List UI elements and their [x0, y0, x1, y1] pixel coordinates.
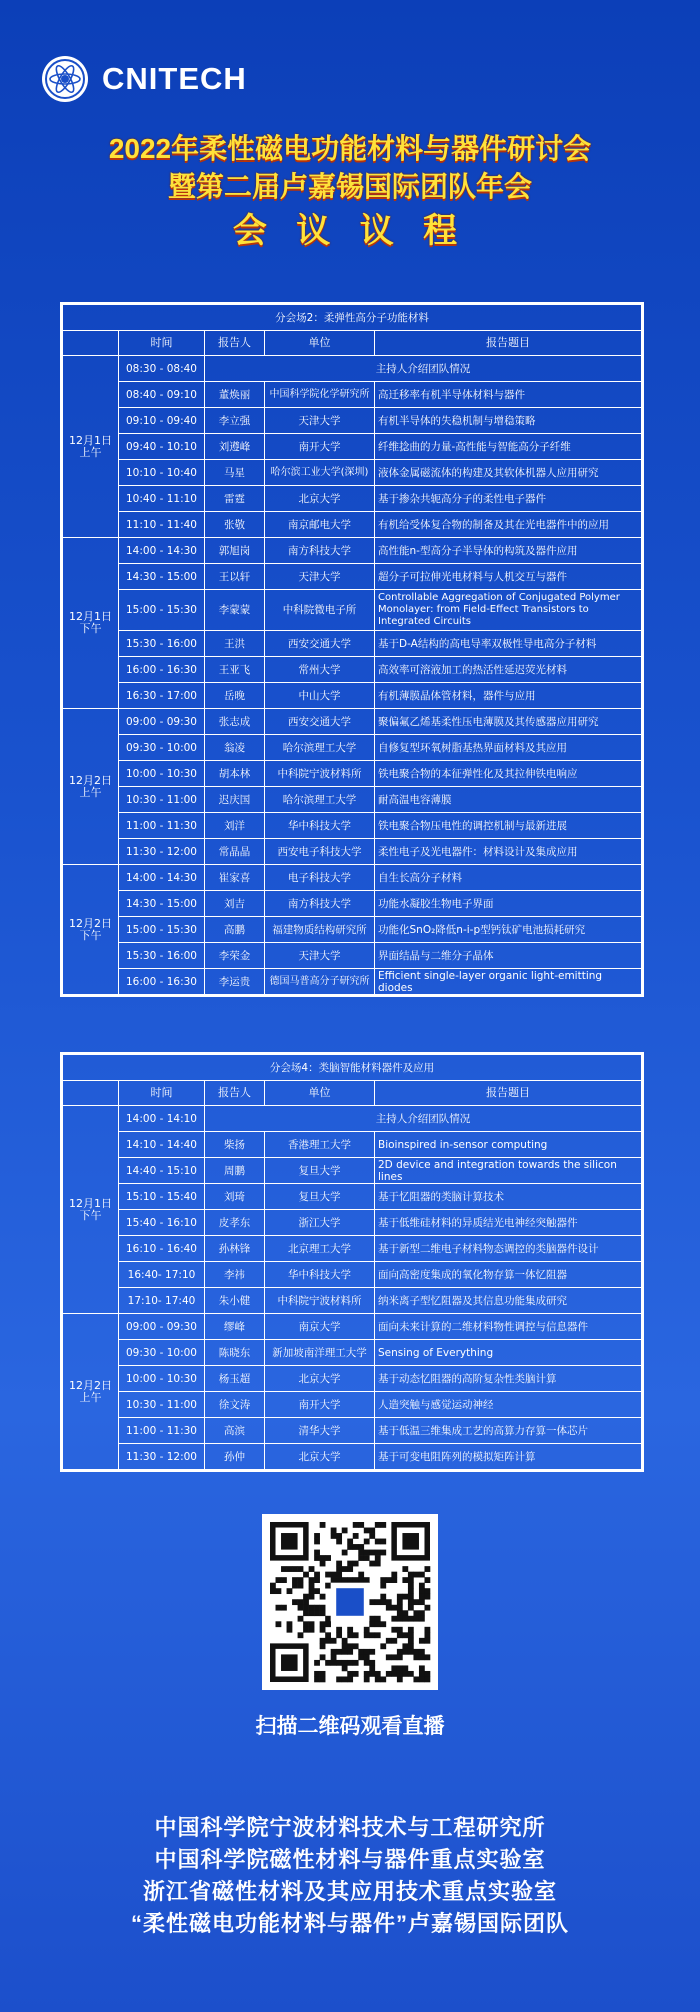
- speaker-cell: 王亚飞: [205, 657, 265, 683]
- topic-cell: 有机薄膜晶体管材料，器件与应用: [375, 683, 642, 709]
- unit-cell: 电子科技大学: [265, 865, 375, 891]
- table-row: [63, 813, 642, 839]
- speaker-cell: 张志成: [205, 709, 265, 735]
- time-cell: 11:00 - 11:30: [119, 1418, 205, 1444]
- brand-name: CNITECH: [102, 61, 247, 96]
- date-cell: [63, 709, 119, 865]
- speaker-cell: 李立强: [205, 408, 265, 434]
- unit-cell: 清华大学: [265, 1418, 375, 1444]
- date-cell: [63, 538, 119, 709]
- table-row: [63, 657, 642, 683]
- speaker-cell: 刘洋: [205, 813, 265, 839]
- period-label: 下午: [79, 928, 102, 942]
- topic-cell: 液体金属磁流体的构建及其软体机器人应用研究: [375, 460, 642, 486]
- session-title: 分会场4：类脑智能材料器件及应用: [63, 1055, 642, 1081]
- topic-cell: Controllable Aggregation of Conjugated Polymer Monolayer: from Field-Effect Transistors to Integrated Circuits: [375, 590, 642, 631]
- table-row: [63, 943, 642, 969]
- unit-cell: 西安电子科技大学: [265, 839, 375, 865]
- time-cell: 11:30 - 12:00: [119, 1444, 205, 1470]
- agenda-session-4: [60, 1052, 644, 1472]
- unit-cell: 北京大学: [265, 1444, 375, 1470]
- unit-cell: 南开大学: [265, 434, 375, 460]
- col-date: [63, 331, 119, 356]
- topic-cell: 基于掺杂共轭高分子的柔性电子器件: [375, 486, 642, 512]
- unit-cell: 哈尔滨理工大学: [265, 735, 375, 761]
- table-row: [63, 865, 642, 891]
- col-date: [63, 1081, 119, 1106]
- unit-cell: 中科院宁波材料所: [265, 1288, 375, 1314]
- brand-logo[interactable]: [40, 54, 247, 104]
- time-cell: 16:00 - 16:30: [119, 657, 205, 683]
- unit-cell: 北京理工大学: [265, 1236, 375, 1262]
- table-row: [63, 1314, 642, 1340]
- date-cell: [63, 865, 119, 995]
- topic-cell: 高性能n-型高分子半导体的构筑及器件应用: [375, 538, 642, 564]
- time-cell: 09:30 - 10:00: [119, 1340, 205, 1366]
- table-row: [63, 709, 642, 735]
- time-cell: 09:40 - 10:10: [119, 434, 205, 460]
- unit-cell: 常州大学: [265, 657, 375, 683]
- table-row: [63, 1418, 642, 1444]
- speaker-cell: 崔家喜: [205, 865, 265, 891]
- time-cell: 14:00 - 14:30: [119, 538, 205, 564]
- organizers: [0, 1812, 700, 1940]
- speaker-cell: 杨玉超: [205, 1366, 265, 1392]
- unit-cell: 福建物质结构研究所: [265, 917, 375, 943]
- topic-cell: 基于低温三维集成工艺的高算力存算一体芯片: [375, 1418, 642, 1444]
- speaker-cell: 李蒙蒙: [205, 590, 265, 631]
- table-row: [63, 1236, 642, 1262]
- time-cell: 15:00 - 15:30: [119, 590, 205, 631]
- table-row: [63, 1288, 642, 1314]
- title-line-1: 2022年柔性磁电功能材料与器件研讨会: [108, 133, 592, 164]
- unit-cell: 西安交通大学: [265, 631, 375, 657]
- unit-cell: 南开大学: [265, 1392, 375, 1418]
- topic-cell: 功能化SnO₂降低n-i-p型钙钛矿电池损耗研究: [375, 917, 642, 943]
- topic-cell: 功能水凝胶生物电子界面: [375, 891, 642, 917]
- table-row: [63, 917, 642, 943]
- time-cell: 10:00 - 10:30: [119, 761, 205, 787]
- speaker-cell: 孙林锋: [205, 1236, 265, 1262]
- table-row: [63, 1392, 642, 1418]
- topic-cell: Sensing of Everything: [375, 1340, 642, 1366]
- time-cell: 16:00 - 16:30: [119, 969, 205, 995]
- topic-cell: 有机给受体复合物的制备及其在光电器件中的应用: [375, 512, 642, 538]
- organizer-3: 浙江省磁性材料及其应用技术重点实验室: [142, 1879, 557, 1904]
- speaker-cell: 郭旭岗: [205, 538, 265, 564]
- unit-cell: 华中科技大学: [265, 813, 375, 839]
- title-line-2: 暨第二届卢嘉锡国际团队年会: [167, 171, 532, 202]
- table-row: [63, 891, 642, 917]
- time-cell: 15:40 - 16:10: [119, 1210, 205, 1236]
- topic-cell: 高效率可溶液加工的热活性延迟荧光材料: [375, 657, 642, 683]
- period-label: 上午: [79, 445, 102, 459]
- topic-cell: Bioinspired in-sensor computing: [375, 1132, 642, 1158]
- col-topic: 报告题目: [375, 331, 642, 356]
- speaker-cell: 刘遵峰: [205, 434, 265, 460]
- table-row: [63, 631, 642, 657]
- time-cell: 10:30 - 11:00: [119, 787, 205, 813]
- unit-cell: 香港理工大学: [265, 1132, 375, 1158]
- time-cell: 14:00 - 14:10: [119, 1106, 205, 1132]
- unit-cell: 北京大学: [265, 486, 375, 512]
- time-cell: 15:30 - 16:00: [119, 631, 205, 657]
- topic-cell: 面向高密度集成的氧化物存算一体忆阻器: [375, 1262, 642, 1288]
- col-unit: 单位: [265, 331, 375, 356]
- date-label: 12月1日: [69, 1196, 112, 1210]
- date-cell: [63, 1314, 119, 1470]
- time-cell: 08:30 - 08:40: [119, 356, 205, 382]
- unit-cell: 中科院宁波材料所: [265, 761, 375, 787]
- speaker-cell: 董焕丽: [205, 382, 265, 408]
- time-cell: 09:00 - 09:30: [119, 709, 205, 735]
- unit-cell: 浙江大学: [265, 1210, 375, 1236]
- speaker-cell: 皮孝东: [205, 1210, 265, 1236]
- time-cell: 16:40- 17:10: [119, 1262, 205, 1288]
- speaker-cell: 高滨: [205, 1418, 265, 1444]
- time-cell: 14:30 - 15:00: [119, 564, 205, 590]
- time-cell: 14:10 - 14:40: [119, 1132, 205, 1158]
- topic-cell: 基于新型二维电子材料物态调控的类脑器件设计: [375, 1236, 642, 1262]
- speaker-cell: 李运贵: [205, 969, 265, 995]
- table-row: [63, 564, 642, 590]
- topic-cell: 高迁移率有机半导体材料与器件: [375, 382, 642, 408]
- cas-logo-icon: [40, 54, 90, 104]
- time-cell: 15:10 - 15:40: [119, 1184, 205, 1210]
- agenda-session-2: [60, 302, 644, 997]
- organizer-2: 中国科学院磁性材料与器件重点实验室: [154, 1847, 546, 1872]
- table-row: [63, 969, 642, 995]
- live-stream-qr[interactable]: [262, 1514, 438, 1690]
- unit-cell: 天津大学: [265, 408, 375, 434]
- table-row: [63, 683, 642, 709]
- time-cell: 16:10 - 16:40: [119, 1236, 205, 1262]
- host-intro-cell: 主持人介绍团队情况: [205, 356, 642, 382]
- time-cell: 16:30 - 17:00: [119, 683, 205, 709]
- time-cell: 15:30 - 16:00: [119, 943, 205, 969]
- col-time: 时间: [119, 1081, 205, 1106]
- speaker-cell: 岳晚: [205, 683, 265, 709]
- speaker-cell: 李荣金: [205, 943, 265, 969]
- topic-cell: 铁电聚合物的本征弹性化及其拉伸铁电响应: [375, 761, 642, 787]
- table-row: [63, 460, 642, 486]
- header: [0, 0, 700, 300]
- topic-cell: 纳米离子型忆阻器及其信息功能集成研究: [375, 1288, 642, 1314]
- col-time: 时间: [119, 331, 205, 356]
- topic-cell: 有机半导体的失稳机制与增稳策略: [375, 408, 642, 434]
- topic-cell: 基于低维硅材料的异质结光电神经突触器件: [375, 1210, 642, 1236]
- table-row: [63, 1444, 642, 1470]
- date-cell: [63, 1106, 119, 1314]
- time-cell: 08:40 - 09:10: [119, 382, 205, 408]
- col-unit: 单位: [265, 1081, 375, 1106]
- unit-cell: 天津大学: [265, 943, 375, 969]
- table-row: [63, 590, 642, 631]
- col-speaker: 报告人: [205, 331, 265, 356]
- time-cell: 11:00 - 11:30: [119, 813, 205, 839]
- col-speaker: 报告人: [205, 1081, 265, 1106]
- topic-cell: 基于忆阻器的类脑计算技术: [375, 1184, 642, 1210]
- topic-cell: 纤维捻曲的力量-高性能与智能高分子纤维: [375, 434, 642, 460]
- table-row: [63, 538, 642, 564]
- unit-cell: 南方科技大学: [265, 538, 375, 564]
- conference-titles: [0, 130, 700, 250]
- topic-cell: 聚偏氟乙烯基柔性压电薄膜及其传感器应用研究: [375, 709, 642, 735]
- qr-caption: 扫描二维码观看直播: [255, 1714, 445, 1738]
- speaker-cell: 马星: [205, 460, 265, 486]
- speaker-cell: 柴扬: [205, 1132, 265, 1158]
- time-cell: 10:10 - 10:40: [119, 460, 205, 486]
- qr-code-icon: [262, 1514, 438, 1690]
- speaker-cell: 朱小健: [205, 1288, 265, 1314]
- unit-cell: 中科院微电子所: [265, 590, 375, 631]
- date-label: 12月1日: [69, 610, 112, 623]
- speaker-cell: 张敬: [205, 512, 265, 538]
- table-row: [63, 787, 642, 813]
- time-cell: 10:40 - 11:10: [119, 486, 205, 512]
- time-cell: 14:40 - 15:10: [119, 1158, 205, 1184]
- date-label: 12月1日: [69, 433, 112, 447]
- unit-cell: 天津大学: [265, 564, 375, 590]
- speaker-cell: 迟庆国: [205, 787, 265, 813]
- period-label: 下午: [79, 622, 102, 635]
- unit-cell: 南京大学: [265, 1314, 375, 1340]
- speaker-cell: 孙仲: [205, 1444, 265, 1470]
- topic-cell: 自修复型环氧树脂基热界面材料及其应用: [375, 735, 642, 761]
- period-label: 上午: [79, 785, 102, 799]
- table-row: [63, 1132, 642, 1158]
- unit-cell: 西安交通大学: [265, 709, 375, 735]
- speaker-cell: 王以轩: [205, 564, 265, 590]
- col-topic: 报告题目: [375, 1081, 642, 1106]
- time-cell: 09:00 - 09:30: [119, 1314, 205, 1340]
- unit-cell: 复旦大学: [265, 1184, 375, 1210]
- organizer-4: “柔性磁电功能材料与器件”卢嘉锡国际团队: [130, 1911, 569, 1936]
- table-row: [63, 1366, 642, 1392]
- time-cell: 14:30 - 15:00: [119, 891, 205, 917]
- time-cell: 11:30 - 12:00: [119, 839, 205, 865]
- unit-cell: 华中科技大学: [265, 1262, 375, 1288]
- topic-cell: 人造突触与感觉运动神经: [375, 1392, 642, 1418]
- speaker-cell: 陈晓东: [205, 1340, 265, 1366]
- date-cell: [63, 356, 119, 538]
- host-intro-cell: 主持人介绍团队情况: [205, 1106, 642, 1132]
- table-row: [63, 382, 642, 408]
- table-row: [63, 1262, 642, 1288]
- topic-cell: 铁电聚合物压电性的调控机制与最新进展: [375, 813, 642, 839]
- time-cell: 17:10- 17:40: [119, 1288, 205, 1314]
- organizer-1: 中国科学院宁波材料技术与工程研究所: [154, 1815, 546, 1840]
- unit-cell: 南方科技大学: [265, 891, 375, 917]
- topic-cell: 基于D-A结构的高电导率双极性导电高分子材料: [375, 631, 642, 657]
- session-title: 分会场2：柔弹性高分子功能材料: [63, 305, 642, 331]
- unit-cell: 中国科学院化学研究所: [265, 382, 375, 408]
- unit-cell: 哈尔滨工业大学(深圳): [265, 460, 375, 486]
- speaker-cell: 缪峰: [205, 1314, 265, 1340]
- unit-cell: 哈尔滨理工大学: [265, 787, 375, 813]
- table-row: [63, 1184, 642, 1210]
- table-row: [63, 408, 642, 434]
- time-cell: 15:00 - 15:30: [119, 917, 205, 943]
- period-label: 下午: [79, 1208, 102, 1222]
- topic-cell: Efficient single-layer organic light-emitting diodes: [375, 969, 642, 995]
- topic-cell: 界面结晶与二维分子晶体: [375, 943, 642, 969]
- speaker-cell: 刘吉: [205, 891, 265, 917]
- unit-cell: 中山大学: [265, 683, 375, 709]
- date-label: 12月2日: [69, 916, 112, 930]
- date-label: 12月2日: [69, 1378, 112, 1392]
- topic-cell: 面向未来计算的二维材料物性调控与信息器件: [375, 1314, 642, 1340]
- speaker-cell: 周鹏: [205, 1158, 265, 1184]
- topic-cell: 耐高温电容薄膜: [375, 787, 642, 813]
- unit-cell: 南京邮电大学: [265, 512, 375, 538]
- table-row: [63, 434, 642, 460]
- unit-cell: 新加坡南洋理工大学: [265, 1340, 375, 1366]
- table-row: [63, 1158, 642, 1184]
- speaker-cell: 高鹏: [205, 917, 265, 943]
- time-cell: 09:30 - 10:00: [119, 735, 205, 761]
- topic-cell: 柔性电子及光电器件：材料设计及集成应用: [375, 839, 642, 865]
- table-row: [63, 839, 642, 865]
- topic-cell: 2D device and integration towards the silicon lines: [375, 1158, 642, 1184]
- topic-cell: 基于动态忆阻器的高阶复杂性类脑计算: [375, 1366, 642, 1392]
- table-row: [63, 356, 642, 382]
- table-row: [63, 486, 642, 512]
- time-cell: 11:10 - 11:40: [119, 512, 205, 538]
- topic-cell: 超分子可拉伸光电材料与人机交互与器件: [375, 564, 642, 590]
- period-label: 上午: [79, 1390, 102, 1404]
- table-row: [63, 1106, 642, 1132]
- time-cell: 10:30 - 11:00: [119, 1392, 205, 1418]
- time-cell: 14:00 - 14:30: [119, 865, 205, 891]
- speaker-cell: 刘琦: [205, 1184, 265, 1210]
- table-row: [63, 735, 642, 761]
- time-cell: 10:00 - 10:30: [119, 1366, 205, 1392]
- unit-cell: 北京大学: [265, 1366, 375, 1392]
- topic-cell: 基于可变电阻阵列的模拟矩阵计算: [375, 1444, 642, 1470]
- title-agenda: 会 议 议 程: [232, 212, 468, 250]
- speaker-cell: 翁凌: [205, 735, 265, 761]
- speaker-cell: 胡本林: [205, 761, 265, 787]
- speaker-cell: 徐文涛: [205, 1392, 265, 1418]
- speaker-cell: 常晶晶: [205, 839, 265, 865]
- table-row: [63, 761, 642, 787]
- table-row: [63, 512, 642, 538]
- date-label: 12月2日: [69, 773, 112, 787]
- table-row: [63, 1210, 642, 1236]
- unit-cell: 德国马普高分子研究所: [265, 969, 375, 995]
- unit-cell: 复旦大学: [265, 1158, 375, 1184]
- time-cell: 09:10 - 09:40: [119, 408, 205, 434]
- topic-cell: 自生长高分子材料: [375, 865, 642, 891]
- speaker-cell: 王洪: [205, 631, 265, 657]
- table-row: [63, 1340, 642, 1366]
- speaker-cell: 李祎: [205, 1262, 265, 1288]
- speaker-cell: 雷霆: [205, 486, 265, 512]
